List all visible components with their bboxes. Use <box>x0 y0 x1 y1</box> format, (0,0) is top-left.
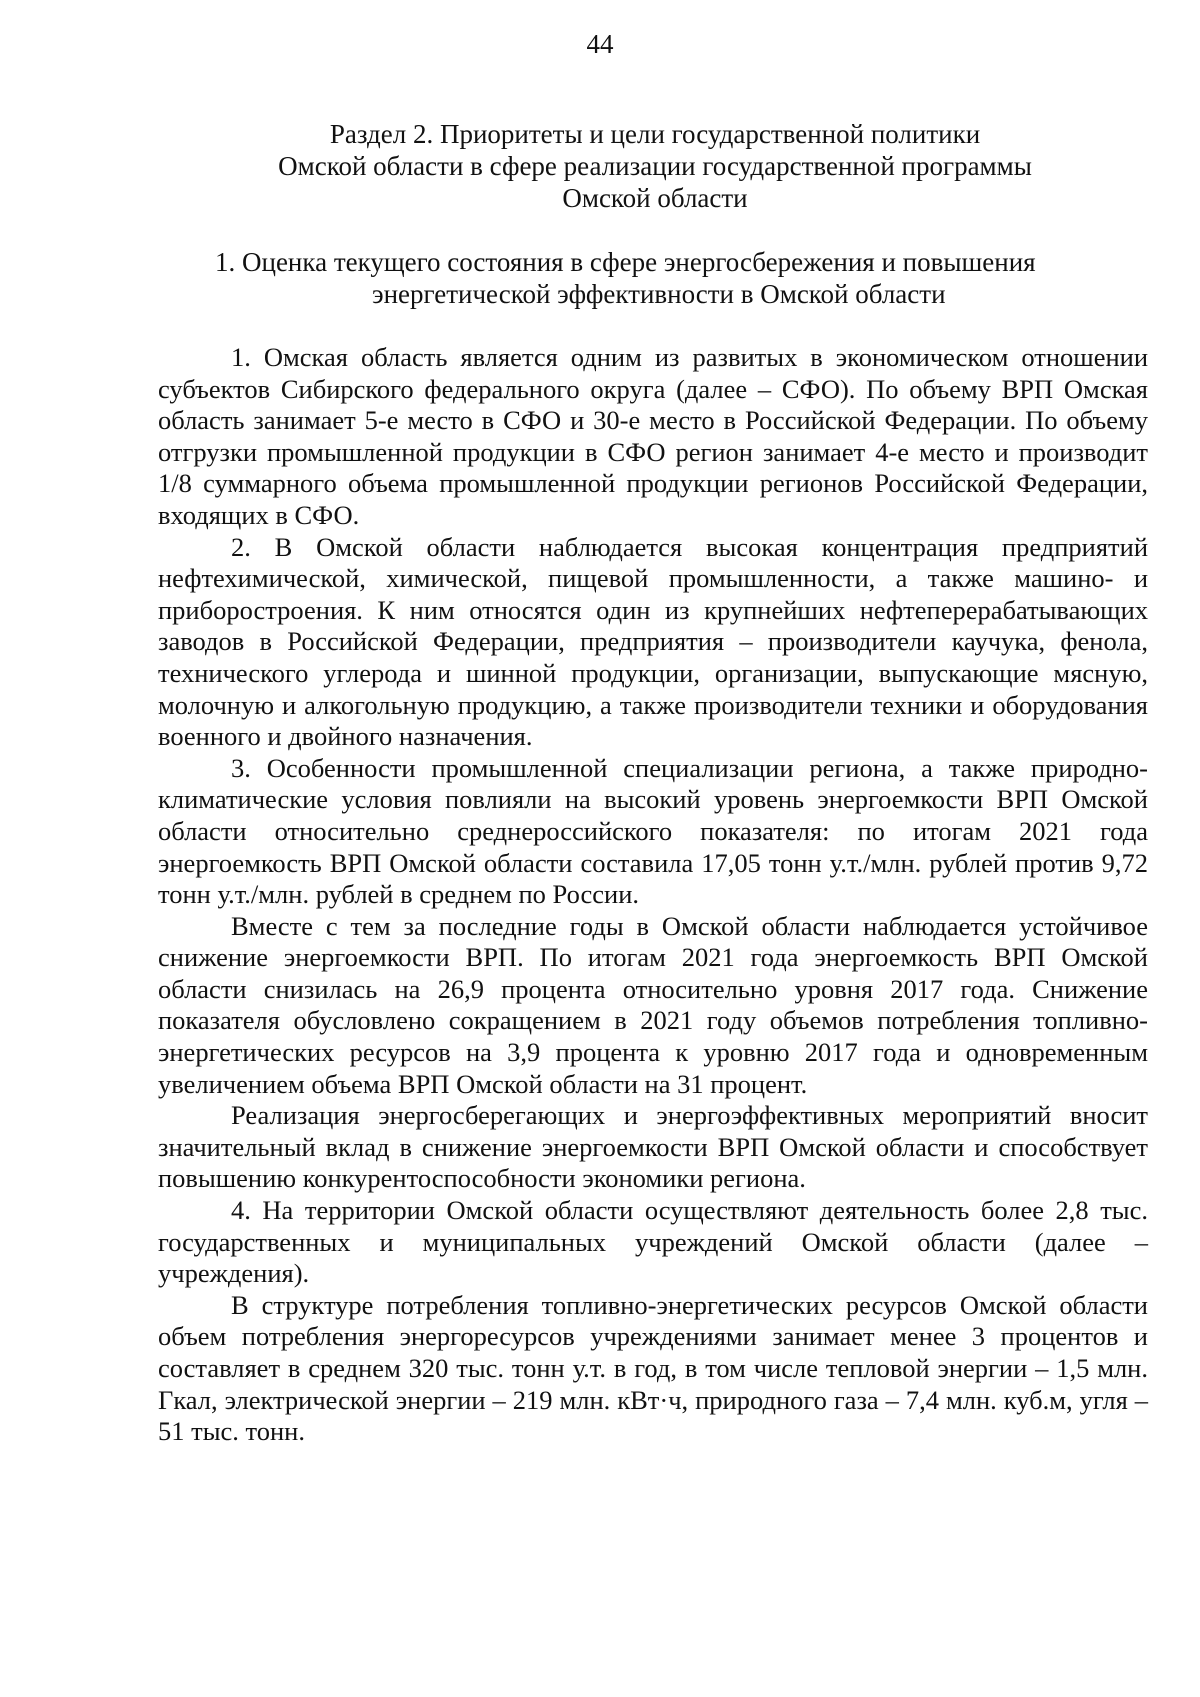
subsection-title-line: энергетической эффективности в Омской области <box>372 279 946 309</box>
section-title-line: Раздел 2. Приоритеты и цели государственной политики <box>329 119 981 149</box>
paragraph-5: Реализация энергосберегающих и энергоэффективных мероприятий вносит значительный вклад в снижение энергоемкости ВРП Омской области и способствует повышению конкурентоспособности экономики региона. <box>158 1100 1148 1194</box>
paragraph-3: 3. Особенности промышленной специализации региона, а также природно-климатические условия повлияли на высокий уровень энергоемкости ВРП Омской области относительно среднероссийского показателя: по итогам 2021 года энергоемкость ВРП Омской области составила 17,05 тонн у.т./млн. рублей против 9,72 тонн у.т./млн. рублей в среднем по России. <box>158 752 1148 910</box>
paragraph-7: В структуре потребления топливно-энергетических ресурсов Омской области объем потребления энергоресурсов учреждениями занимает менее 3 процентов и составляет в среднем 320 тыс. тонн у.т. в год, в том числе тепловой энергии – 1,5 млн. Гкал, электрической энергии – 219 млн. кВт·ч, природного газа – 7,4 млн. куб.м, угля – 51 тыс. тонн. <box>158 1289 1148 1447</box>
body-text <box>158 342 1148 1448</box>
section-title-line: Омской области в сфере реализации государственной программы <box>278 151 1032 181</box>
section-title-line: Омской области <box>562 183 748 213</box>
section-title <box>160 118 1150 214</box>
subsection-title-line: 1. Оценка текущего состояния в сфере энергосбережения и повышения <box>215 247 1036 277</box>
paragraph-1: 1. Омская область является одним из развитых в экономическом отношении субъектов Сибирского федерального округа (далее – СФО). По объему ВРП Омская область занимает 5-е место в СФО и 30-е место в Российской Федерации. По объему отгрузки промышленной продукции в СФО регион занимает 4-е место и производит 1/8 суммарного объема промышленной продукции регионов Российской Федерации, входящих в СФО. <box>158 342 1148 530</box>
paragraph-2: 2. В Омской области наблюдается высокая концентрация предприятий нефтехимической, химической, пищевой промышленности, а также машино- и приборостроения. К ним относятся один из крупнейших нефтеперерабатывающих заводов в Российской Федерации, предприятия – производители каучука, фенола, технического углерода и шинной продукции, организации, выпускающие мясную, молочную и алкогольную продукцию, а также производители техники и оборудования военного и двойного назначения. <box>158 531 1148 752</box>
subsection-title <box>215 246 1095 310</box>
paragraph-6: 4. На территории Омской области осуществляют деятельность более 2,8 тыс. государственных и муниципальных учреждений Омской области (далее – учреждения). <box>158 1195 1148 1289</box>
paragraph-4: Вместе с тем за последние годы в Омской области наблюдается устойчивое снижение энергоемкости ВРП. По итогам 2021 года энергоемкость ВРП Омской области снизилась на 26,9 процента относительно уровня 2017 года. Снижение показателя обусловлено сокращением в 2021 году объемов потребления топливно-энергетических ресурсов на 3,9 процента к уровню 2017 года и одновременным увеличением объема ВРП Омской области на 31 процент. <box>158 910 1148 1099</box>
page-number: 44 <box>586 29 614 59</box>
